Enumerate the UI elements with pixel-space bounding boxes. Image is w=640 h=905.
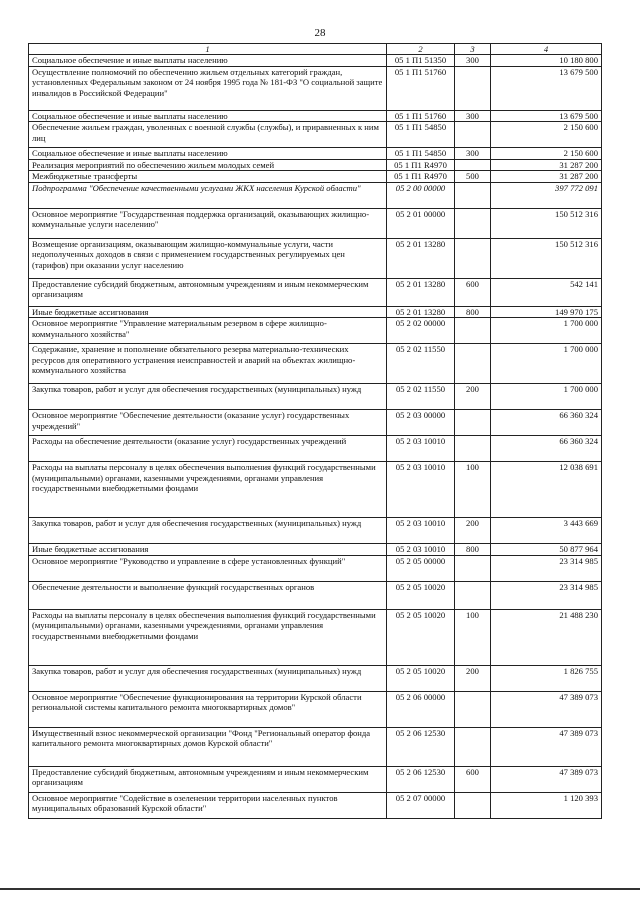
table-row <box>29 122 602 148</box>
row-name: Осуществление полномочий по обеспечению жильем отдельных категорий граждан, установленных Федеральным законом от 24 ноября 1995 года № 181-ФЗ "О социальной защите инвалидов в Российской Федерации" <box>29 66 387 110</box>
row-amount: 66 360 324 <box>491 436 602 462</box>
row-name: Социальное обеспечение и иные выплаты населению <box>29 148 387 159</box>
table-row <box>29 306 602 317</box>
row-name: Расходы на выплаты персоналу в целях обеспечения выполнения функций государственными (муниципальными) органами, казенными учреждениями, органами управления государственными внебюджетными фондами <box>29 609 387 665</box>
row-amount: 50 877 964 <box>491 544 602 555</box>
row-name: Предоставление субсидий бюджетным, автономным учреждениям и иным некоммерческим организациям <box>29 278 387 306</box>
row-code: 05 2 05 00000 <box>387 555 455 581</box>
row-code: 05 2 02 11550 <box>387 344 455 384</box>
table-row <box>29 384 602 410</box>
row-amount: 12 038 691 <box>491 462 602 518</box>
row-expense-type <box>455 159 491 170</box>
row-amount: 21 488 230 <box>491 609 602 665</box>
budget-table <box>28 43 602 819</box>
row-expense-type: 100 <box>455 462 491 518</box>
row-code: 05 1 П1 R4970 <box>387 171 455 182</box>
row-amount: 3 443 669 <box>491 518 602 544</box>
row-expense-type <box>455 66 491 110</box>
row-amount: 66 360 324 <box>491 410 602 436</box>
row-code: 05 2 05 10020 <box>387 581 455 609</box>
table-row <box>29 159 602 170</box>
row-amount: 31 287 200 <box>491 159 602 170</box>
row-code: 05 2 03 10010 <box>387 462 455 518</box>
row-name: Основное мероприятие "Руководство и управление в сфере установленных функций" <box>29 555 387 581</box>
row-expense-type: 100 <box>455 609 491 665</box>
row-code: 05 2 01 13280 <box>387 278 455 306</box>
row-name: Имущественный взнос некоммерческой организации "Фонд "Региональный оператор фонда капитального ремонта многоквартирных домов Курской области" <box>29 727 387 766</box>
header-col-1: 1 <box>29 44 387 55</box>
row-code: 05 1 П1 51760 <box>387 66 455 110</box>
row-amount: 1 700 000 <box>491 318 602 344</box>
row-expense-type <box>455 727 491 766</box>
row-amount: 2 150 600 <box>491 122 602 148</box>
row-code: 05 2 03 10010 <box>387 544 455 555</box>
table-row <box>29 518 602 544</box>
table-row <box>29 436 602 462</box>
row-amount: 47 389 073 <box>491 766 602 792</box>
row-name: Расходы на обеспечение деятельности (оказание услуг) государственных учреждений <box>29 436 387 462</box>
row-expense-type: 500 <box>455 171 491 182</box>
row-code: 05 2 05 10020 <box>387 609 455 665</box>
row-code: 05 2 03 10010 <box>387 436 455 462</box>
row-code: 05 1 П1 51760 <box>387 110 455 121</box>
row-name: Основное мероприятие "Обеспечение функционирования на территории Курской области региональной системы капитального ремонта многоквартирных домов" <box>29 691 387 727</box>
table-row <box>29 55 602 66</box>
row-amount: 1 120 393 <box>491 792 602 818</box>
table-row <box>29 581 602 609</box>
row-expense-type <box>455 792 491 818</box>
row-expense-type <box>455 208 491 238</box>
row-code: 05 2 01 13280 <box>387 306 455 317</box>
row-expense-type <box>455 122 491 148</box>
table-row <box>29 344 602 384</box>
row-expense-type <box>455 344 491 384</box>
table-row <box>29 555 602 581</box>
row-name: Социальное обеспечение и иные выплаты населению <box>29 55 387 66</box>
header-col-2: 2 <box>387 44 455 55</box>
row-code: 05 2 03 10010 <box>387 518 455 544</box>
row-amount: 23 314 985 <box>491 555 602 581</box>
row-name: Основное мероприятие "Управление материальным резервом в сфере жилищно-коммунального хозяйства" <box>29 318 387 344</box>
row-name: Возмещение организациям, оказывающим жилищно-коммунальные услуги, части недополученных доходов в связи с применением государственных регулируемых цен (тарифов) при оказании услуг населению <box>29 238 387 278</box>
row-expense-type: 200 <box>455 518 491 544</box>
row-code: 05 1 П1 R4970 <box>387 159 455 170</box>
page-number: 28 <box>314 27 326 39</box>
row-expense-type: 600 <box>455 278 491 306</box>
row-amount: 47 389 073 <box>491 727 602 766</box>
row-amount: 1 826 755 <box>491 665 602 691</box>
row-code: 05 2 00 00000 <box>387 182 455 208</box>
row-name: Иные бюджетные ассигнования <box>29 544 387 555</box>
table-row <box>29 66 602 110</box>
row-expense-type: 800 <box>455 306 491 317</box>
row-code: 05 2 06 12530 <box>387 766 455 792</box>
row-amount: 1 700 000 <box>491 384 602 410</box>
row-expense-type: 300 <box>455 148 491 159</box>
row-expense-type <box>455 581 491 609</box>
row-amount: 397 772 091 <box>491 182 602 208</box>
table-row <box>29 171 602 182</box>
row-code: 05 2 06 00000 <box>387 691 455 727</box>
row-expense-type <box>455 410 491 436</box>
table-row <box>29 318 602 344</box>
row-name: Содержание, хранение и пополнение обязательного резерва материально-технических ресурсов для оперативного устранения неисправностей и аварий на объектах жилищно-коммунального хозяйства <box>29 344 387 384</box>
row-expense-type: 600 <box>455 766 491 792</box>
row-name: Закупка товаров, работ и услуг для обеспечения государственных (муниципальных) нужд <box>29 518 387 544</box>
page-bottom-rule <box>0 888 640 890</box>
row-expense-type: 200 <box>455 384 491 410</box>
row-code: 05 1 П1 51350 <box>387 55 455 66</box>
table-row <box>29 727 602 766</box>
row-code: 05 2 06 12530 <box>387 727 455 766</box>
row-code: 05 1 П1 54850 <box>387 148 455 159</box>
row-amount: 47 389 073 <box>491 691 602 727</box>
row-amount: 1 700 000 <box>491 344 602 384</box>
row-name: Основное мероприятие "Обеспечение деятельности (оказание услуг) государственных учреждений" <box>29 410 387 436</box>
table-row <box>29 278 602 306</box>
table-header-row <box>29 44 602 55</box>
row-expense-type <box>455 182 491 208</box>
row-amount: 13 679 500 <box>491 66 602 110</box>
header-col-4: 4 <box>491 44 602 55</box>
table-row <box>29 148 602 159</box>
table-row <box>29 691 602 727</box>
row-expense-type <box>455 318 491 344</box>
table-row-subprogram <box>29 182 602 208</box>
table-row <box>29 110 602 121</box>
row-code: 05 2 03 00000 <box>387 410 455 436</box>
row-name: Основное мероприятие "Государственная поддержка организаций, оказывающих жилищно-коммунальные услуги населению" <box>29 208 387 238</box>
row-code: 05 2 01 13280 <box>387 238 455 278</box>
row-code: 05 2 01 00000 <box>387 208 455 238</box>
table-row <box>29 665 602 691</box>
table-row <box>29 238 602 278</box>
row-name: Обеспечение жильем граждан, уволенных с военной службы (службы), и приравненных к ним лиц <box>29 122 387 148</box>
row-amount: 150 512 316 <box>491 238 602 278</box>
row-name: Межбюджетные трансферты <box>29 171 387 182</box>
row-amount: 542 141 <box>491 278 602 306</box>
row-amount: 10 180 800 <box>491 55 602 66</box>
table-row <box>29 410 602 436</box>
row-name: Подпрограмма "Обеспечение качественными услугами ЖКХ населения Курской области" <box>29 182 387 208</box>
row-name: Реализация мероприятий по обеспечению жильем молодых семей <box>29 159 387 170</box>
table-row <box>29 462 602 518</box>
row-amount: 13 679 500 <box>491 110 602 121</box>
row-code: 05 2 02 11550 <box>387 384 455 410</box>
row-expense-type: 800 <box>455 544 491 555</box>
row-amount: 2 150 600 <box>491 148 602 159</box>
row-code: 05 1 П1 54850 <box>387 122 455 148</box>
row-expense-type: 300 <box>455 110 491 121</box>
row-code: 05 2 07 00000 <box>387 792 455 818</box>
row-name: Предоставление субсидий бюджетным, автономным учреждениям и иным некоммерческим организациям <box>29 766 387 792</box>
row-code: 05 2 05 10020 <box>387 665 455 691</box>
row-code: 05 2 02 00000 <box>387 318 455 344</box>
row-name: Основное мероприятие "Содействие в озеленении территории населенных пунктов муниципальных образований Курской области" <box>29 792 387 818</box>
row-amount: 149 970 175 <box>491 306 602 317</box>
table-row <box>29 766 602 792</box>
row-name: Закупка товаров, работ и услуг для обеспечения государственных (муниципальных) нужд <box>29 665 387 691</box>
row-name: Социальное обеспечение и иные выплаты населению <box>29 110 387 121</box>
row-expense-type <box>455 691 491 727</box>
row-expense-type <box>455 555 491 581</box>
row-name: Закупка товаров, работ и услуг для обеспечения государственных (муниципальных) нужд <box>29 384 387 410</box>
header-col-3: 3 <box>455 44 491 55</box>
row-expense-type <box>455 238 491 278</box>
row-name: Обеспечение деятельности и выполнение функций государственных органов <box>29 581 387 609</box>
row-amount: 150 512 316 <box>491 208 602 238</box>
row-name: Расходы на выплаты персоналу в целях обеспечения выполнения функций государственными (муниципальными) органами, казенными учреждениями, органами управления государственными внебюджетными фондами <box>29 462 387 518</box>
table-row <box>29 609 602 665</box>
row-amount: 23 314 985 <box>491 581 602 609</box>
table-row <box>29 208 602 238</box>
table-row <box>29 792 602 818</box>
row-expense-type: 300 <box>455 55 491 66</box>
table-row <box>29 544 602 555</box>
row-amount: 31 287 200 <box>491 171 602 182</box>
row-expense-type: 200 <box>455 665 491 691</box>
row-name: Иные бюджетные ассигнования <box>29 306 387 317</box>
row-expense-type <box>455 436 491 462</box>
